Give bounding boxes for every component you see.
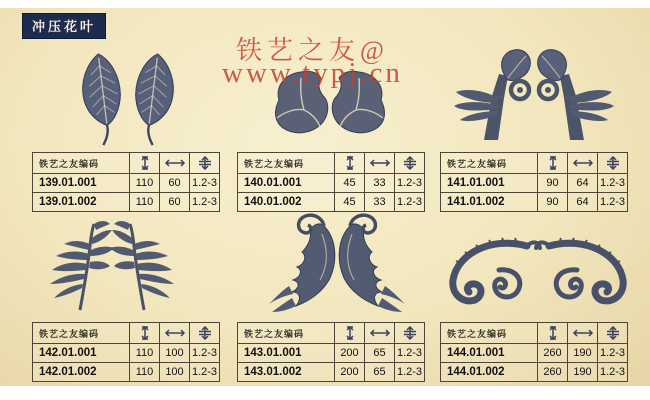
height-icon xyxy=(137,326,153,340)
product-image-vine-leaf-pair xyxy=(444,46,624,142)
product-image-c-scroll-pair xyxy=(443,232,633,316)
code-column-header: 铁艺之友编码 xyxy=(441,153,538,174)
thickness-value: 1.2-3 xyxy=(598,174,628,193)
height-icon xyxy=(342,156,358,170)
width-value: 190 xyxy=(568,363,598,382)
table-row xyxy=(33,193,220,212)
thickness-column-header xyxy=(598,323,628,344)
height-column-header xyxy=(130,323,160,344)
thickness-icon xyxy=(605,156,621,170)
width-value: 65 xyxy=(365,344,395,363)
code-column-header: 铁艺之友编码 xyxy=(441,323,538,344)
code-column-header: 铁艺之友编码 xyxy=(33,323,130,344)
height-column-header xyxy=(130,153,160,174)
height-value: 260 xyxy=(538,363,568,382)
thickness-icon xyxy=(197,156,213,170)
page-title: 冲压花叶 xyxy=(22,13,106,39)
width-icon xyxy=(164,326,186,340)
height-value: 90 xyxy=(538,193,568,212)
width-column-header xyxy=(365,153,395,174)
thickness-value: 1.2-3 xyxy=(190,344,220,363)
product-image-pointed-leaf-pair xyxy=(58,46,198,146)
thickness-value: 1.2-3 xyxy=(395,363,425,382)
spec-table-143 xyxy=(237,322,425,382)
spec-table-144 xyxy=(440,322,628,382)
height-value: 200 xyxy=(335,344,365,363)
table-row xyxy=(33,174,220,193)
code-column-header: 铁艺之友编码 xyxy=(33,153,130,174)
height-column-header xyxy=(538,323,568,344)
code-column-header: 铁艺之友编码 xyxy=(238,323,335,344)
thickness-value: 1.2-3 xyxy=(598,193,628,212)
product-code: 143.01.001 xyxy=(238,344,335,363)
height-value: 260 xyxy=(538,344,568,363)
thickness-icon xyxy=(402,156,418,170)
table-row xyxy=(33,344,220,363)
width-column-header xyxy=(568,153,598,174)
width-value: 64 xyxy=(568,174,598,193)
thickness-value: 1.2-3 xyxy=(190,363,220,382)
table-row xyxy=(441,174,628,193)
width-value: 100 xyxy=(160,363,190,382)
product-code: 144.01.001 xyxy=(441,344,538,363)
height-column-header xyxy=(538,153,568,174)
height-icon xyxy=(545,326,561,340)
table-row xyxy=(238,344,425,363)
table-row xyxy=(33,363,220,382)
width-value: 100 xyxy=(160,344,190,363)
product-code: 140.01.002 xyxy=(238,193,335,212)
height-column-header xyxy=(335,153,365,174)
thickness-value: 1.2-3 xyxy=(395,344,425,363)
width-value: 65 xyxy=(365,363,395,382)
product-code: 139.01.001 xyxy=(33,174,130,193)
thickness-value: 1.2-3 xyxy=(598,344,628,363)
width-value: 33 xyxy=(365,193,395,212)
table-row xyxy=(441,344,628,363)
product-code: 141.01.001 xyxy=(441,174,538,193)
width-value: 33 xyxy=(365,174,395,193)
thickness-column-header xyxy=(190,153,220,174)
thickness-value: 1.2-3 xyxy=(395,193,425,212)
height-value: 45 xyxy=(335,193,365,212)
table-row xyxy=(441,193,628,212)
product-code: 143.01.002 xyxy=(238,363,335,382)
width-value: 60 xyxy=(160,174,190,193)
width-column-header xyxy=(160,323,190,344)
height-value: 200 xyxy=(335,363,365,382)
width-column-header xyxy=(160,153,190,174)
table-row xyxy=(238,174,425,193)
thickness-icon xyxy=(197,326,213,340)
height-icon xyxy=(137,156,153,170)
thickness-column-header xyxy=(395,323,425,344)
width-icon xyxy=(369,326,391,340)
product-code: 139.01.002 xyxy=(33,193,130,212)
product-code: 142.01.001 xyxy=(33,344,130,363)
height-value: 110 xyxy=(130,193,160,212)
width-value: 60 xyxy=(160,193,190,212)
thickness-column-header xyxy=(598,153,628,174)
product-code: 140.01.001 xyxy=(238,174,335,193)
height-value: 110 xyxy=(130,344,160,363)
width-value: 190 xyxy=(568,344,598,363)
thickness-column-header xyxy=(395,153,425,174)
height-value: 90 xyxy=(538,174,568,193)
watermark-line1: 铁艺之友@ xyxy=(236,36,389,65)
product-image-scroll-leaf-pair xyxy=(262,210,412,316)
width-icon xyxy=(572,156,594,170)
width-column-header xyxy=(568,323,598,344)
thickness-value: 1.2-3 xyxy=(190,193,220,212)
width-icon xyxy=(164,156,186,170)
watermark-line2: www.typj.cn xyxy=(222,57,403,89)
spec-table-140 xyxy=(237,152,425,212)
thickness-icon xyxy=(605,326,621,340)
spec-table-142 xyxy=(32,322,220,382)
code-column-header: 铁艺之友编码 xyxy=(238,153,335,174)
height-value: 110 xyxy=(130,174,160,193)
table-row xyxy=(238,193,425,212)
height-value: 45 xyxy=(335,174,365,193)
thickness-icon xyxy=(402,326,418,340)
height-icon xyxy=(545,156,561,170)
spec-table-141 xyxy=(440,152,628,212)
product-code: 141.01.002 xyxy=(441,193,538,212)
height-column-header xyxy=(335,323,365,344)
table-row xyxy=(238,363,425,382)
height-icon xyxy=(342,326,358,340)
spec-table-139 xyxy=(32,152,220,212)
product-code: 142.01.002 xyxy=(33,363,130,382)
table-row xyxy=(441,363,628,382)
thickness-value: 1.2-3 xyxy=(598,363,628,382)
thickness-column-header xyxy=(190,323,220,344)
height-value: 110 xyxy=(130,363,160,382)
thickness-value: 1.2-3 xyxy=(395,174,425,193)
width-value: 64 xyxy=(568,193,598,212)
width-column-header xyxy=(365,323,395,344)
width-icon xyxy=(369,156,391,170)
product-image-feather-leaf-pair xyxy=(50,218,174,314)
thickness-value: 1.2-3 xyxy=(190,174,220,193)
product-code: 144.01.002 xyxy=(441,363,538,382)
width-icon xyxy=(572,326,594,340)
